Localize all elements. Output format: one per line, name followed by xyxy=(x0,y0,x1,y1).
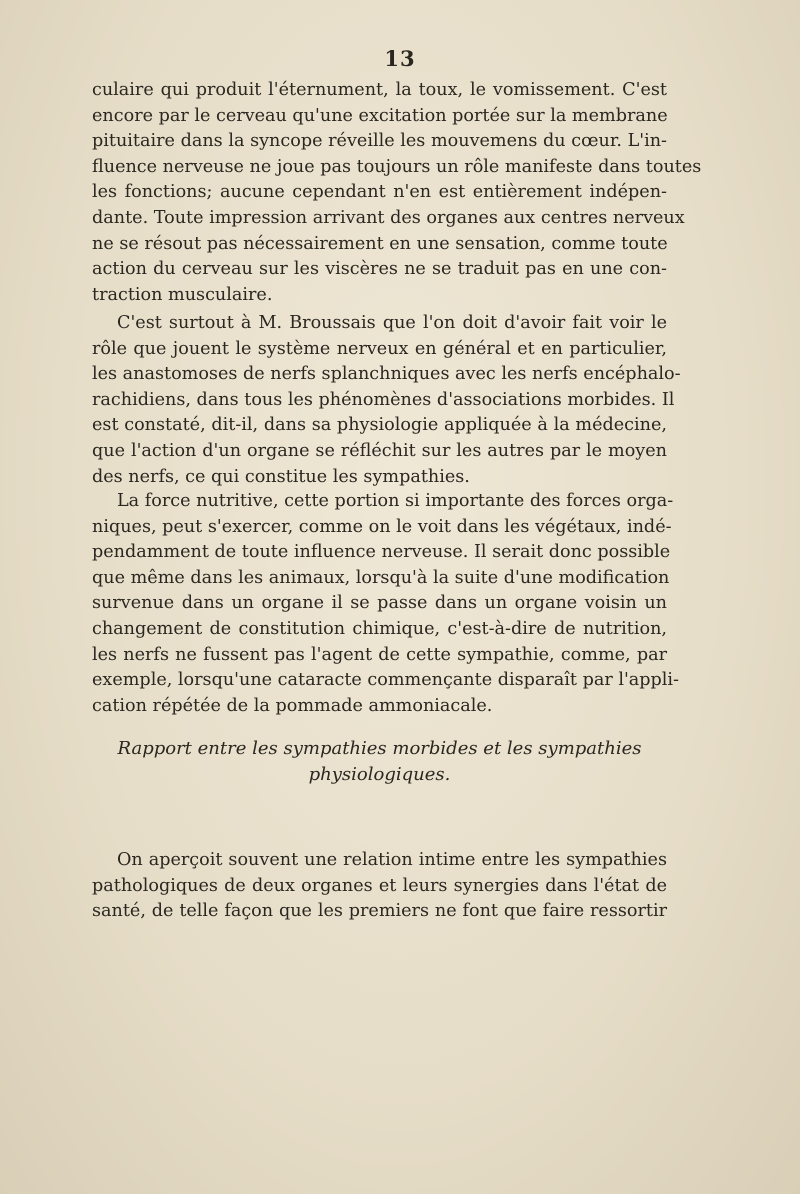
text-line: cation répétée de la pommade ammoniacale. xyxy=(92,695,493,716)
text-line: exemple, lorsqu'une cataracte commençante disparaît par l'appli- xyxy=(92,670,679,691)
text-line: dante. Toute impression arrivant des organes aux centres nerveux xyxy=(92,207,685,228)
text-line: encore par le cerveau qu'une excitation portée sur la membrane xyxy=(92,105,668,126)
text-line: les nerfs ne fussent pas l'agent de cette sympathie, comme, par xyxy=(92,644,667,665)
paragraph-4 xyxy=(92,848,667,925)
text-line: ne se résout pas nécessairement en une sensation, comme toute xyxy=(92,233,668,254)
text-line: rôle que jouent le système nerveux en général et en particulier, xyxy=(92,338,667,359)
text-line: pathologiques de deux organes et leurs synergies dans l'état de xyxy=(92,875,667,896)
text-line: pituitaire dans la syncope réveille les mouvemens du cœur. L'in- xyxy=(92,131,667,152)
text-line: rachidiens, dans tous les phénomènes d'associations morbides. Il xyxy=(92,389,675,410)
text-line: santé, de telle façon que les premiers ne font que faire ressortir xyxy=(92,901,667,922)
text-line: que l'action d'un organe se réfléchit sur les autres par le moyen xyxy=(92,440,667,461)
text-line: les fonctions; aucune cependant n'en est entièrement indépen- xyxy=(92,182,667,203)
text-line: est constaté, dit-il, dans sa physiologie appliquée à la médecine, xyxy=(92,415,667,436)
text-line: fluence nerveuse ne joue pas toujours un rôle manifeste dans toutes xyxy=(92,156,702,177)
text-line: La force nutritive, cette portion si importante des forces orga- xyxy=(117,491,674,511)
paragraph-1 xyxy=(92,78,702,308)
page-number: 13 xyxy=(384,46,416,71)
paragraph-3 xyxy=(92,489,679,719)
section-heading-line: Rapport entre les sympathies morbides et les sympathies xyxy=(117,738,642,759)
text-line: action du cerveau sur les viscères ne se traduit pas en une con- xyxy=(92,259,667,280)
text-line: On aperçoit souvent une relation intime entre les sympathies xyxy=(117,850,667,870)
text-line: pendamment de toute influence nerveuse. Il serait donc possible xyxy=(92,542,671,563)
text-line: changement de constitution chimique, c'est-à-dire de nutrition, xyxy=(92,618,667,639)
text-line: niques, peut s'exercer, comme on le voit dans les végétaux, indé- xyxy=(92,516,672,537)
text-line: les anastomoses de nerfs splanchniques avec les nerfs encéphalo- xyxy=(92,364,681,385)
text-line: culaire qui produit l'éternument, la toux, le vomissement. C'est xyxy=(92,80,667,100)
section-heading xyxy=(92,736,667,788)
section-heading-line: physiologiques. xyxy=(308,764,451,785)
text-line: C'est surtout à M. Broussais que l'on doit d'avoir fait voir le xyxy=(117,313,667,333)
text-line: traction musculaire. xyxy=(92,284,273,305)
text-line: que même dans les animaux, lorsqu'à la suite d'une modification xyxy=(92,567,670,588)
text-line: des nerfs, ce qui constitue les sympathies. xyxy=(92,466,470,487)
paragraph-2 xyxy=(92,311,681,490)
text-line: survenue dans un organe il se passe dans un organe voisin un xyxy=(92,593,667,614)
